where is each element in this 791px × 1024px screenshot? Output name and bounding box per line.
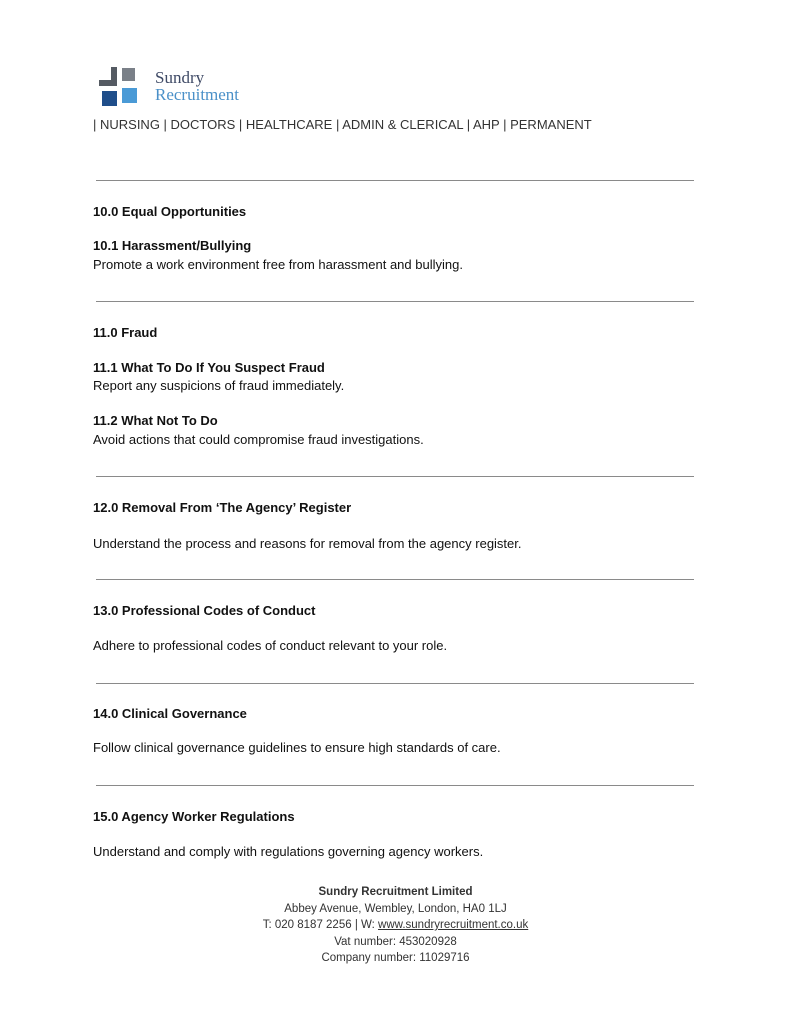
divider xyxy=(96,301,694,302)
section-14-heading: 14.0 Clinical Governance xyxy=(93,706,247,721)
divider xyxy=(96,579,694,580)
section-15-heading: 15.0 Agency Worker Regulations xyxy=(93,809,295,824)
divider xyxy=(96,785,694,786)
divider xyxy=(96,683,694,684)
section-11-1-heading: 11.1 What To Do If You Suspect Fraud xyxy=(93,360,325,375)
page-footer xyxy=(0,884,791,967)
logo-wordmark xyxy=(155,69,239,103)
footer-phone: T: 020 8187 2256 | W: xyxy=(262,919,379,931)
footer-address: Abbey Avenue, Wembley, London, HA0 1LJ xyxy=(284,902,507,915)
section-11-heading: 11.0 Fraud xyxy=(93,325,158,340)
section-13-text: Adhere to professional codes of conduct relevant to your role. xyxy=(93,638,448,653)
section-10-1-text: Promote a work environment free from harassment and bullying. xyxy=(93,257,463,272)
footer-contact xyxy=(0,917,791,934)
company-logo xyxy=(97,64,277,110)
section-11-2-text: Avoid actions that could compromise fraud investigations. xyxy=(93,432,424,447)
section-10-heading: 10.0 Equal Opportunities xyxy=(93,204,247,219)
section-15-text: Understand and comply with regulations governing agency workers. xyxy=(93,844,484,859)
section-11-1-text: Report any suspicions of fraud immediately. xyxy=(93,378,345,393)
section-12-heading: 12.0 Removal From ‘The Agency’ Register xyxy=(93,500,352,515)
section-11-2-heading: 11.2 What Not To Do xyxy=(93,413,218,428)
section-13-heading: 13.0 Professional Codes of Conduct xyxy=(93,603,316,618)
footer-company-name: Sundry Recruitment Limited xyxy=(318,886,473,898)
services-tagline: | NURSING | DOCTORS | HEALTHCARE | ADMIN & CLERICAL | AHP | PERMANENT xyxy=(93,117,592,132)
logo-line-2: Recruitment xyxy=(155,85,240,104)
footer-vat-number: Vat number: 453020928 xyxy=(334,935,457,948)
logo-line-1: Sundry xyxy=(155,68,205,87)
logo-mark-icon xyxy=(97,64,147,110)
divider xyxy=(96,180,694,181)
divider xyxy=(96,476,694,477)
section-12-text: Understand the process and reasons for removal from the agency register. xyxy=(93,536,522,551)
section-14-text: Follow clinical governance guidelines to ensure high standards of care. xyxy=(93,740,501,755)
footer-company-number: Company number: 11029716 xyxy=(321,952,470,964)
section-10-1-heading: 10.1 Harassment/Bullying xyxy=(93,238,252,253)
footer-website-link[interactable]: www.sundryrecruitment.co.uk xyxy=(378,919,529,931)
